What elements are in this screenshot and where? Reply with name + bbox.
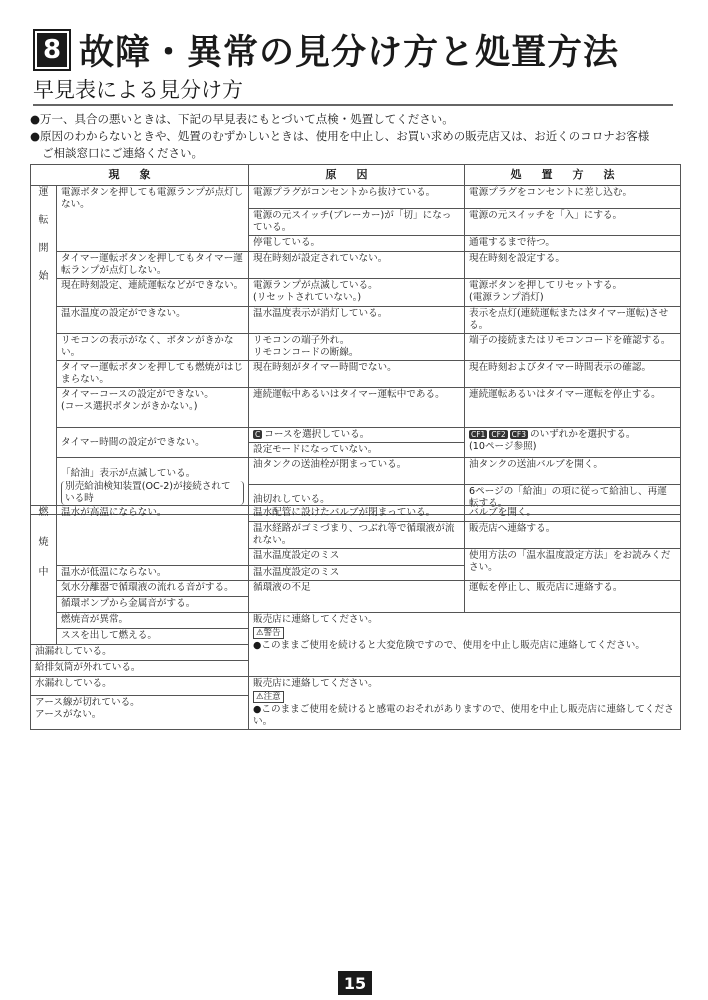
- remedy-cell: 電源ボタンを押してリセットする。 (電源ランプ消灯): [465, 279, 681, 307]
- symptom-cell: タイマー時間の設定ができない。: [57, 428, 249, 458]
- remedy-cell: 6ページの「給油」の項に従って給油し、再運転する。: [465, 485, 681, 515]
- group-combustion: 燃 焼 中: [31, 506, 57, 645]
- symptom-cell: タイマーコースの設定ができない。 (コース選択ボタンがきかない。): [57, 388, 249, 428]
- symptom-cell: 給排気筒が外れている。: [31, 661, 249, 677]
- section-title: 早見表による見分け方: [33, 74, 673, 106]
- cause-cell: 電源ランプが点滅している。 (リセットされていない。): [249, 279, 465, 307]
- header-symptom: 現象: [31, 165, 249, 186]
- chapter-title: 故障・異常の見分け方と処置方法: [79, 33, 620, 73]
- remedy-cell: 端子の接続またはリモコンコードを確認する。: [465, 334, 681, 361]
- cause-cell: 温水温度表示が消灯している。: [249, 307, 465, 334]
- cf3-button-icon: CF3: [511, 430, 526, 439]
- cause-cell: 循環液の不足: [249, 581, 465, 613]
- remedy-cell: 電源の元スイッチを「入」にする。: [465, 209, 681, 236]
- remedy-cell: 電源プラグをコンセントに差し込む。: [465, 186, 681, 209]
- remedy-cell: 運転を停止し、販売店に連絡する。: [465, 581, 681, 613]
- group-operation-start: 運 転 開 始: [31, 186, 57, 515]
- cause-cell: 現在時刻が設定されていない。: [249, 252, 465, 279]
- note-2-continued: ご相談窓口にご連絡ください。: [42, 146, 203, 160]
- intro-notes: [30, 111, 680, 162]
- cause-cell: C コースを選択している。: [249, 428, 465, 443]
- cause-cell: 温水経路がゴミづまり、つぶれ等で循環液が流れない。: [249, 522, 465, 549]
- table-row: [31, 252, 681, 279]
- table-row: [31, 334, 681, 361]
- cf1-button-icon: CF1: [471, 430, 486, 439]
- remedy-cell: 現在時刻を設定する。: [465, 252, 681, 279]
- cause-cell: 油タンクの送油栓が閉まっている。: [249, 458, 465, 485]
- warning-text: ●このままご使用を続けると大変危険ですので、使用を中止し販売店に連絡してください。: [253, 640, 645, 651]
- symptom-cell: リモコンの表示がなく、ボタンがきかない。: [57, 334, 249, 361]
- table-row: [31, 581, 681, 597]
- header-remedy: 処置方法: [465, 165, 681, 186]
- cause-cell: 油切れしている。: [249, 485, 465, 515]
- c-button-icon: C: [255, 430, 261, 439]
- symptom-cell: 油漏れしている。: [31, 645, 249, 661]
- table-row: [31, 388, 681, 428]
- symptom-cell: タイマー運転ボタンを押してもタイマー運転ランプが点灯しない。: [57, 252, 249, 279]
- symptom-cell: 「給油」表示が点滅している。 別売給油検知装置(OC-2)が接続されている時: [57, 458, 249, 515]
- symptom-cell: アース線が切れている。 アースがない。: [31, 696, 249, 730]
- symptom-cell: タイマー運転ボタンを押しても燃焼がはじまらない。: [57, 361, 249, 388]
- table-row: [31, 361, 681, 388]
- symptom-cell: 電源ボタンを押しても電源ランプが点灯しない。: [57, 186, 249, 252]
- symptom-cell: 水漏れしている。: [31, 677, 249, 696]
- symptom-cell: 循環ポンプから金属音がする。: [57, 597, 249, 613]
- fault-table-combustion: [30, 505, 681, 730]
- symptom-cell: 燃焼音が異常。: [57, 613, 249, 629]
- table-row: [31, 677, 681, 696]
- cause-cell: 連続運転中あるいはタイマー運転中である。: [249, 388, 465, 428]
- remedy-cell: 連続運転あるいはタイマー運転を停止する。: [465, 388, 681, 428]
- warning-cell: 販売店に連絡してください。 ⚠警告 ●このままご使用を続けると大変危険ですので、使用を中止し販売店に連絡してください。: [249, 613, 681, 677]
- table-row: [31, 307, 681, 334]
- table-row: [31, 428, 681, 443]
- remedy-cell: 販売店へ連絡する。: [465, 522, 681, 549]
- page-number: 15: [338, 971, 372, 995]
- chapter-number: 8: [33, 29, 71, 71]
- chapter-heading: [33, 28, 673, 72]
- remedy-cell: 表示を点灯(連続運転またはタイマー運転)させる。: [465, 307, 681, 334]
- note-1: ●万一、具合の悪いときは、下記の早見表にもとづいて点検・処置してください。: [30, 112, 454, 126]
- caution-text: ●このままご使用を続けると感電のおそれがありますので、使用を中止し販売店に連絡してください。: [253, 704, 674, 727]
- symptom-cell: 温水が低温にならない。: [57, 566, 249, 581]
- remedy-cell: 油タンクの送油バルブを開く。: [465, 458, 681, 485]
- cause-cell: 停電している。: [249, 236, 465, 252]
- cause-cell: リモコンの端子外れ。 リモコンコードの断線。: [249, 334, 465, 361]
- cause-cell: 温水配管に設けたバルブが閉まっている。: [249, 506, 465, 522]
- cause-cell: 温水温度設定のミス: [249, 549, 465, 566]
- remedy-cell: 使用方法の「温水温度設定方法」をお読みください。: [465, 549, 681, 581]
- warning-label: ⚠警告: [253, 627, 284, 639]
- table-header-row: [31, 165, 681, 186]
- symptom-cell: 現在時刻設定、連続運転などができない。: [57, 279, 249, 307]
- cause-cell: 温水温度設定のミス: [249, 566, 465, 581]
- symptom-cell: ススを出して燃える。: [57, 629, 249, 645]
- table-row: [31, 279, 681, 307]
- table-row: [31, 506, 681, 522]
- remedy-cell: 通電するまで待つ。: [465, 236, 681, 252]
- symptom-cell: 気水分離器で循環液の流れる音がする。: [57, 581, 249, 597]
- table-row: [31, 613, 681, 629]
- cause-cell: 電源プラグがコンセントから抜けている。: [249, 186, 465, 209]
- table-row: [31, 458, 681, 485]
- remedy-cell: バルブを開く。: [465, 506, 681, 522]
- caution-cell: 販売店に連絡してください。 ⚠注意 ●このままご使用を続けると感電のおそれがありますので、使用を中止し販売店に連絡してください。: [249, 677, 681, 730]
- remedy-cell: 現在時刻およびタイマー時間表示の確認。: [465, 361, 681, 388]
- cause-cell: 現在時刻がタイマー時間でない。: [249, 361, 465, 388]
- cause-cell: 設定モードになっていない。: [249, 443, 465, 458]
- symptom-cell: 温水温度の設定ができない。: [57, 307, 249, 334]
- table-row: [31, 186, 681, 209]
- symptom-cell: 温水が高温にならない。: [57, 506, 249, 566]
- fault-table: [30, 164, 681, 515]
- note-2: ●原因のわからないときや、処置のむずかしいときは、使用を中止し、お買い求めの販売店又は、お近くのコロナお客様: [30, 129, 650, 143]
- caution-label: ⚠注意: [253, 691, 284, 703]
- cause-cell: 電源の元スイッチ(ブレーカー)が「切」になっている。: [249, 209, 465, 236]
- cf2-button-icon: CF2: [491, 430, 506, 439]
- remedy-cell: CF1 CF2 CF3 のいずれかを選択する。 (10ページ参照): [465, 428, 681, 458]
- header-cause: 原因: [249, 165, 465, 186]
